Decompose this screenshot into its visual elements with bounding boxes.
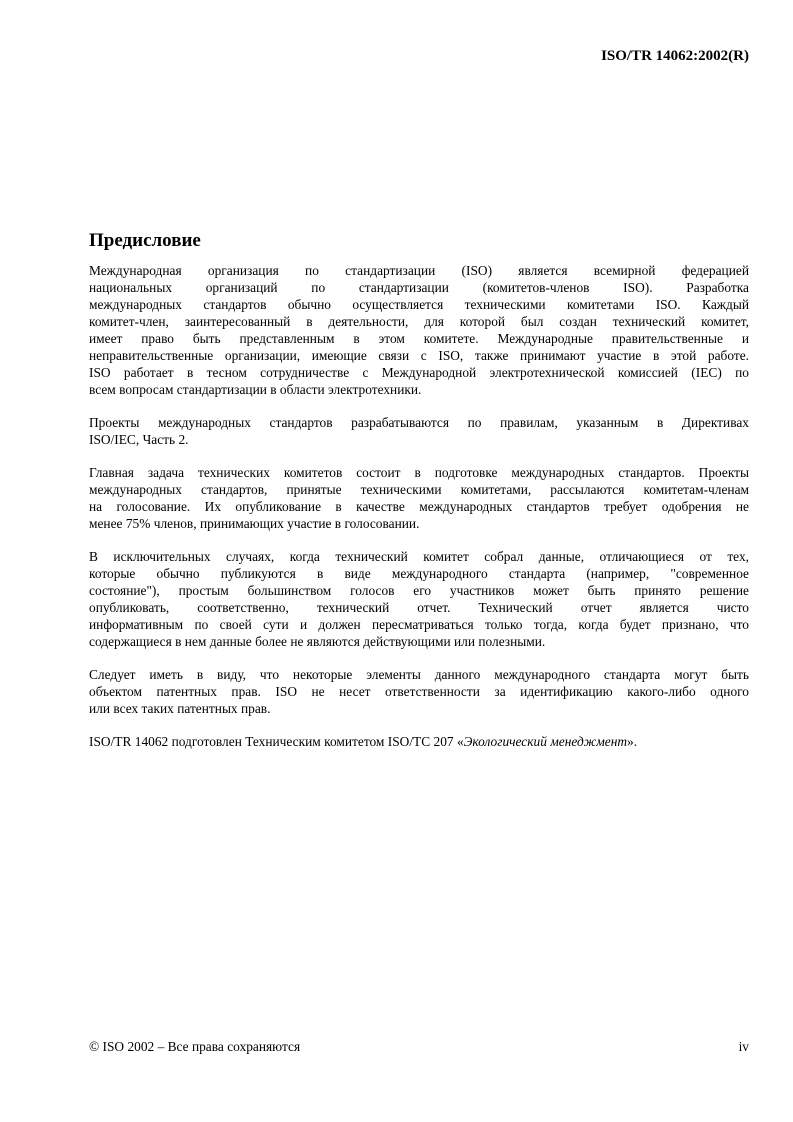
text-line: ISO/IEC, Часть 2. xyxy=(89,432,189,447)
paragraph xyxy=(89,414,749,448)
text-line: или всех таких патентных прав. xyxy=(89,701,271,716)
paragraph xyxy=(89,262,749,398)
text-line: комитет-член, заинтересованный в деятельности, для которой был создан технический комитет, xyxy=(89,314,749,329)
document-id-header: ISO/TR 14062:2002(R) xyxy=(601,48,749,64)
text-line: которые обычно публикуются в виде международного стандарта (например, "современное xyxy=(89,566,749,581)
text-line: объектом патентных прав. ISO не несет ответственности за идентификацию какого-либо одного xyxy=(89,684,749,699)
text-line: национальных организаций по стандартизации (комитетов-членов ISO). Разработка xyxy=(89,280,749,295)
copyright-notice: © ISO 2002 – Все права сохраняются xyxy=(89,1039,301,1054)
paragraph xyxy=(89,666,749,717)
text-line: В исключительных случаях, когда технический комитет собрал данные, отличающиеся от тех, xyxy=(89,549,749,564)
document-body xyxy=(89,262,749,766)
text-line: международных стандартов обычно осуществляется техническими комитетами ISO. Каждый xyxy=(89,297,749,312)
text-line: опубликовать, соответственно, технический отчет. Технический отчет является чисто xyxy=(89,600,749,615)
text-line: имеет право быть представленным в этом комитете. Международные правительственные и xyxy=(89,331,749,346)
final-text-after: ». xyxy=(627,734,638,749)
page-footer xyxy=(89,1039,749,1055)
section-title: Предисловие xyxy=(89,230,201,251)
text-line: всем вопросам стандартизации в области электротехники. xyxy=(89,382,422,397)
text-line: ISO работает в тесном сотрудничестве с Международной электротехнической комиссией (IEC) по xyxy=(89,365,749,380)
paragraph xyxy=(89,548,749,650)
text-line: международных стандартов, принятые техническими комитетами, рассылаются комитетам-членам xyxy=(89,482,749,497)
text-line: Главная задача технических комитетов состоит в подготовке международных стандартов. Проекты xyxy=(89,465,749,480)
text-line: содержащиеся в нем данные более не являются действующими или полезными. xyxy=(89,634,546,649)
text-line: информативным по своей сути и должен пересматриваться только тогда, когда будет признано, что xyxy=(89,617,749,632)
final-text-before: ISO/TR 14062 подготовлен Техническим комитетом ISO/TC 207 « xyxy=(89,734,464,749)
text-line: Следует иметь в виду, что некоторые элементы данного международного стандарта могут быть xyxy=(89,667,749,682)
text-line: менее 75% членов, принимающих участие в голосовании. xyxy=(89,516,420,531)
text-line: на голосование. Их опубликование в качестве международных стандартов требует одобрения не xyxy=(89,499,749,514)
text-line: неправительственные организации, имеющие связи с ISO, также принимают участие в этой работе. xyxy=(89,348,749,363)
committee-name-italic: Экологический менеджмент xyxy=(463,734,628,749)
text-line: Международная организация по стандартизации (ISO) является всемирной федерацией xyxy=(89,263,749,278)
text-line: Проекты международных стандартов разрабатываются по правилам, указанным в Директивах xyxy=(89,415,749,430)
final-paragraph xyxy=(89,733,749,750)
page-number: iv xyxy=(738,1039,749,1054)
paragraph xyxy=(89,464,749,532)
text-line: состояние"), простым большинством голосов его участников может быть принято решение xyxy=(89,583,749,598)
